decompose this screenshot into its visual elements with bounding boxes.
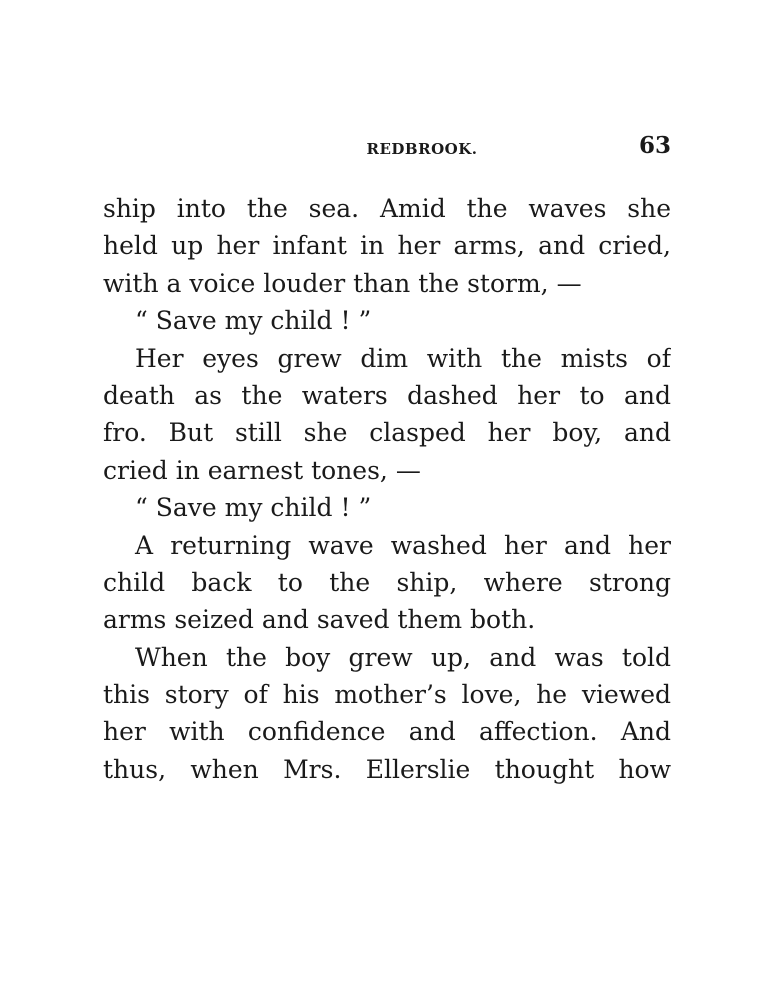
text-line: “ Save my child ! ” (135, 493, 372, 523)
text-line: “ Save my child ! ” (135, 306, 372, 336)
page-number: 63 (638, 132, 671, 159)
text-line: held up her infant in her arms, and cried, (103, 231, 671, 261)
running-head: REDBROOK. (366, 140, 478, 158)
page-header (103, 128, 671, 168)
text-line: with a voice louder than the storm, — (103, 268, 582, 298)
body-text (103, 190, 671, 788)
text-line: fro. But still she clasped her boy, and (103, 418, 671, 448)
text-line: When the boy grew up, and was told (135, 642, 671, 672)
text-line: this story of his mother’s love, he viewed (103, 680, 671, 710)
text-line: cried in earnest tones, — (103, 455, 421, 485)
text-line: her with confidence and affection. And (103, 717, 671, 747)
text-line: thus, when Mrs. Ellerslie thought how (103, 754, 671, 784)
text-line: arms seized and saved them both. (103, 605, 536, 635)
text-line: ship into the sea. Amid the waves she (103, 194, 671, 223)
text-line: Her eyes grew dim with the mists of (135, 343, 671, 373)
text-line: death as the waters dashed her to and (103, 380, 671, 410)
text-line: child back to the ship, where strong (103, 567, 671, 597)
text-line: A returning wave washed her and her (135, 530, 671, 560)
